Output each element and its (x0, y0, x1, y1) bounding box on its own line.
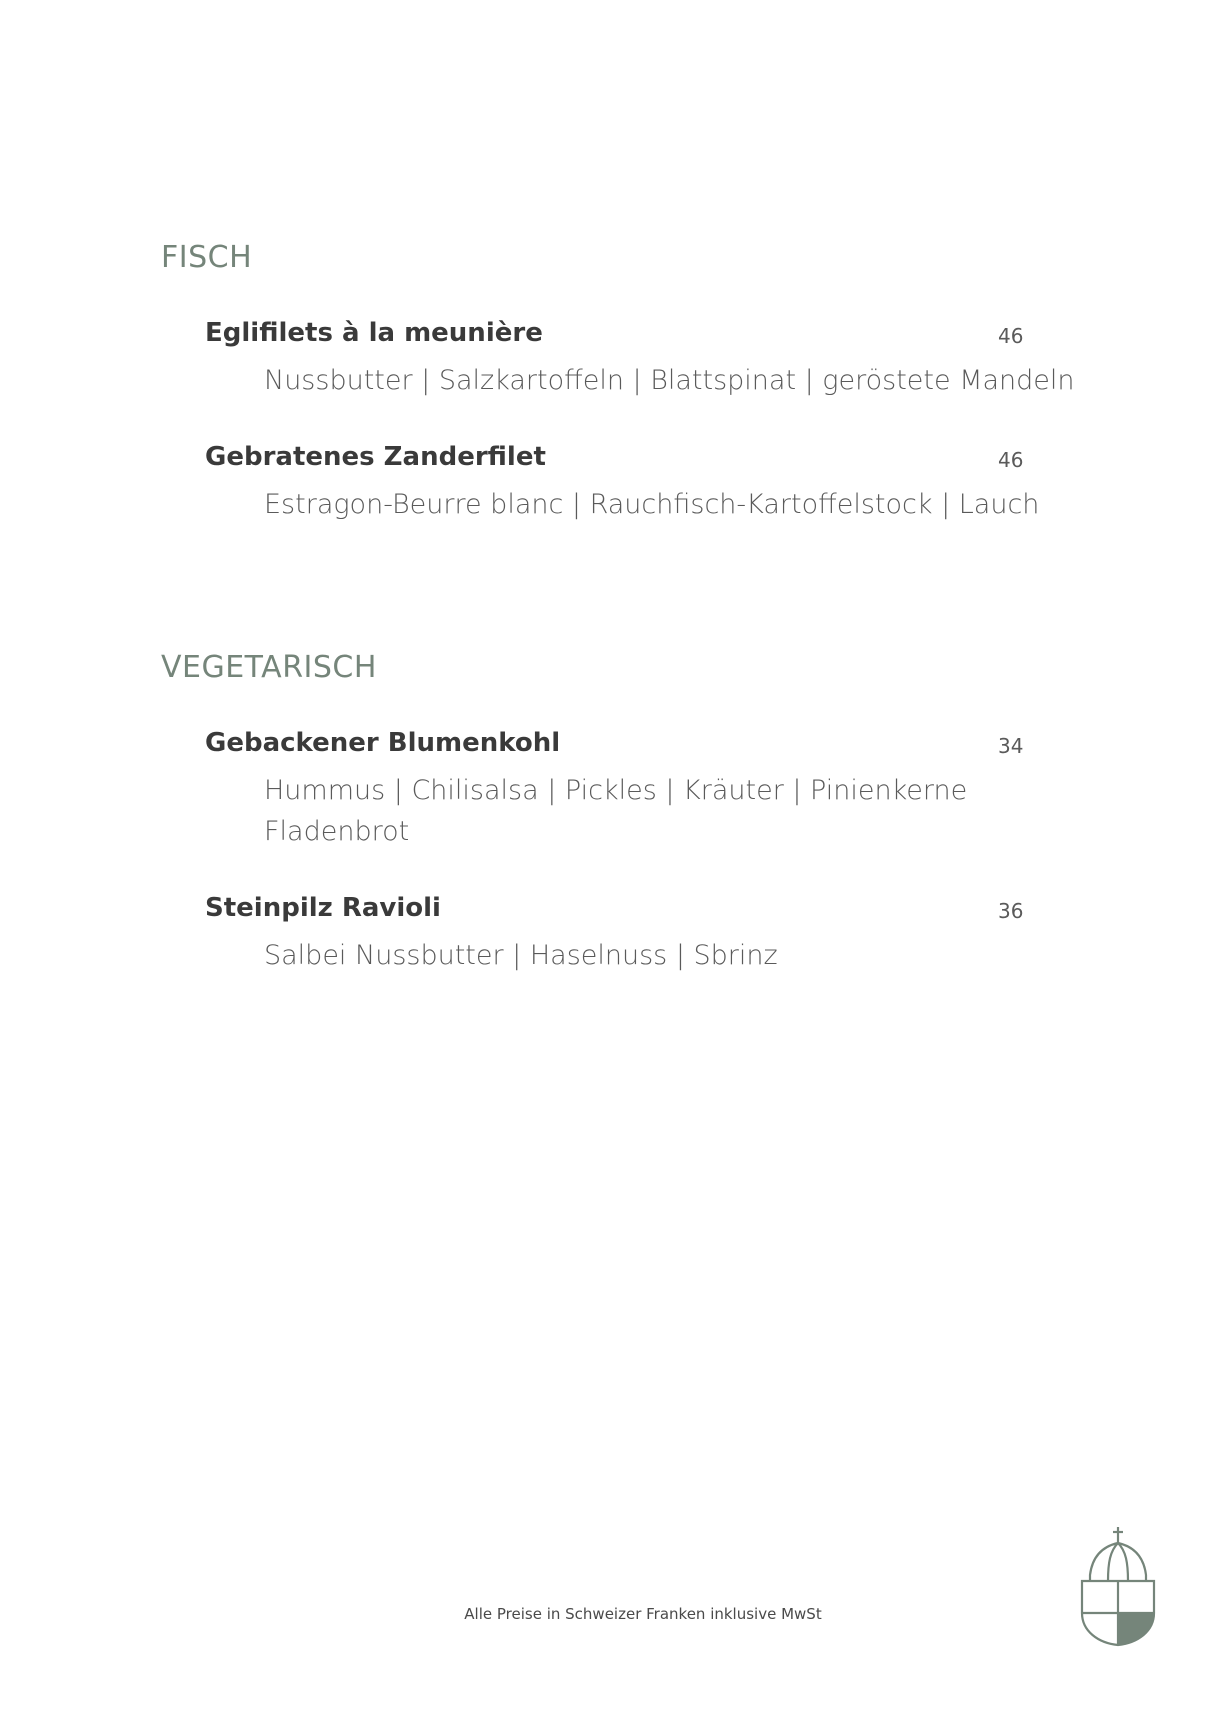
dish-price: 34 (998, 734, 1024, 758)
dish-description: Salbei Nussbutter | Haselnuss | Sbrinz (264, 940, 778, 971)
crest-shield-icon (1078, 1525, 1158, 1647)
footer-price-note: Alle Preise in Schweizer Franken inklusive MwSt (464, 1605, 822, 1623)
dish-name: Eglifilets à la meunière (205, 318, 543, 348)
dish-description: Estragon-Beurre blanc | Rauchfisch-Kartoffelstock | Lauch (264, 489, 1040, 520)
section-title-vegetarisch: VEGETARISCH (161, 650, 377, 685)
dish-description-line: Fladenbrot (264, 816, 410, 847)
dish-name: Gebratenes Zanderfilet (205, 442, 546, 472)
dish-name: Gebackener Blumenkohl (205, 728, 561, 758)
dish-price: 36 (998, 899, 1024, 923)
section-title-fisch: FISCH (161, 240, 253, 275)
dish-name: Steinpilz Ravioli (205, 893, 441, 923)
dish-description: Nussbutter | Salzkartoffeln | Blattspinat | geröstete Mandeln (264, 365, 1075, 396)
dish-price: 46 (998, 448, 1024, 472)
dish-description (264, 770, 1064, 852)
dish-price: 46 (998, 324, 1024, 348)
dish-description-line: Hummus | Chilisalsa | Pickles | Kräuter | Pinienkerne (264, 775, 968, 806)
